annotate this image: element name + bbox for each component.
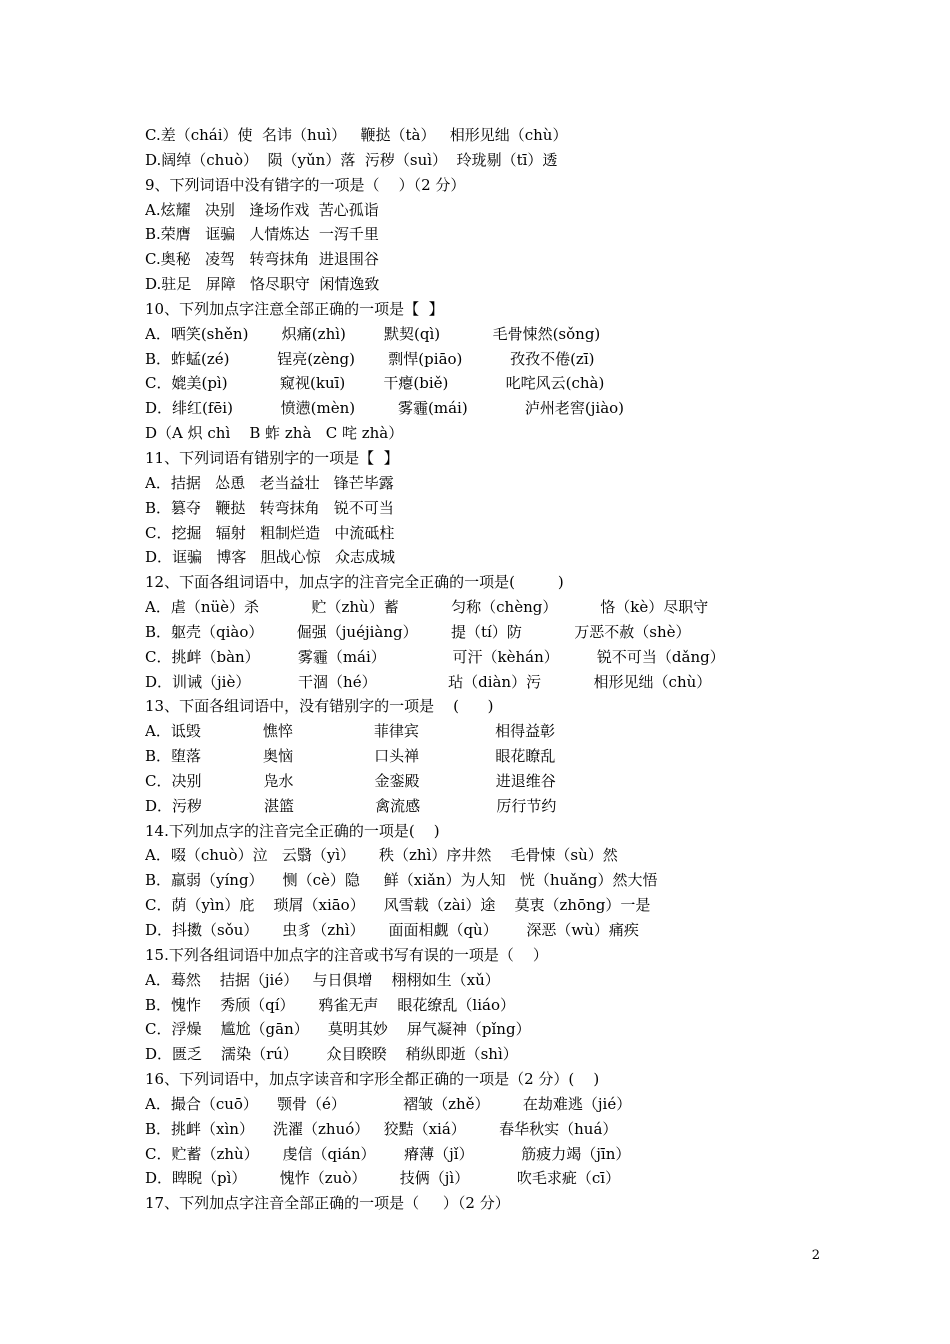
option-line: C.奥秘 凌驾 转弯抹角 进退围谷	[145, 250, 379, 269]
option-line: C．贮蓄（zhù） 虔信（qián） 瘠薄（jǐ） 筋疲力竭（jīn）	[145, 1144, 631, 1163]
option-line: C．浮燥 尴尬（gān） 莫明其妙 屏气凝神（pǐng）	[145, 1020, 531, 1039]
option-line: D．匮乏 濡染（rú） 众目睽睽 稍纵即逝（shì）	[145, 1045, 518, 1064]
exam-questions	[145, 123, 845, 1216]
option-line: B．躯壳（qiào） 倔强（juéjiàng） 提（tí）防 万恶不赦（shè）	[145, 622, 691, 641]
answer-line: D（A 炽 chì B 蚱 zhà C 咤 zhà）	[145, 424, 404, 443]
option-line: C．决别 凫水 金銮殿 进退维谷	[145, 771, 556, 790]
option-line: A．拮据 怂恿 老当益壮 锋芒毕露	[145, 473, 394, 492]
question-stem: 9、下列词语中没有错字的一项是（ ）（2 分）	[145, 175, 466, 194]
question-stem: 10、下列加点字注意全部正确的一项是【 】	[145, 299, 444, 318]
text-line: C.差（chái）使 名讳（huì） 鞭挞（tà） 相形见绌（chù）	[145, 126, 568, 144]
option-line: C．媲美(pì) 窥视(kuī) 干瘪(biě) 叱咤风云(chà)	[145, 374, 605, 393]
question-stem: 14.下列加点字的注音完全正确的一项是( )	[145, 821, 440, 840]
option-line: A．撮合（cuō） 颚骨（é） 褶皱（zhě） 在劫难逃（jié）	[145, 1094, 632, 1113]
option-line: C．挖掘 辐射 粗制烂造 中流砥柱	[145, 523, 395, 542]
option-line: A．哂笑(shěn) 炽痛(zhì) 默契(qì) 毛骨悚然(sǒng)	[145, 324, 601, 343]
option-line: D．睥睨（pì） 愧怍（zuò） 技俩（jì） 吹毛求疵（cī）	[145, 1169, 621, 1188]
option-line: C．荫（yìn）庇 琐屑（xiāo） 风雪载（zài）途 莫衷（zhōng）一是	[145, 896, 651, 915]
option-line: C．挑衅（bàn） 雾霾（mái） 可汗（kèhán） 锐不可当（dǎng）	[145, 647, 725, 666]
option-line: D．绯红(fēi) 愤懑(mèn) 雾霾(mái) 泸州老窖(jiào)	[145, 399, 625, 418]
option-line: B．篡夺 鞭挞 转弯抹角 锐不可当	[145, 498, 394, 517]
question-stem: 13、下面各组词语中，没有错别字的一项是 ( )	[145, 697, 494, 716]
option-line: A．蓦然 拮据（jié） 与日俱增 栩栩如生（xǔ）	[145, 970, 500, 989]
option-line: B．羸弱（yíng） 恻（cè）隐 鲜（xiǎn）为人知 恍（huǎng）然大悟	[145, 871, 658, 890]
option-line: B．挑衅（xìn） 洗濯（zhuó） 狡黠（xiá） 春华秋实（huá）	[145, 1119, 618, 1138]
question-stem: 12、下面各组词语中，加点字的注音完全正确的一项是( )	[145, 573, 564, 592]
question-stem: 16、下列词语中，加点字读音和字形全都正确的一项是（2 分）( )	[145, 1070, 600, 1089]
option-line: D．训诫（jiè） 干涸（hé） 玷（diàn）污 相形见绌（chù）	[145, 672, 712, 691]
page-number: 2	[811, 1248, 820, 1263]
option-line: D．污秽 湛篮 禽流感 厉行节约	[145, 796, 557, 815]
option-line: B．蚱蜢(zé) 锃亮(zèng) 剽悍(piāo) 孜孜不倦(zī)	[145, 349, 595, 368]
option-line: D．诓骗 博客 胆战心惊 众志成城	[145, 548, 395, 567]
question-stem: 15.下列各组词语中加点字的注音或书写有误的一项是（ ）	[145, 945, 548, 964]
question-stem: 17、下列加点字注音全部正确的一项是（ ）（2 分）	[145, 1194, 510, 1213]
option-line: B．堕落 奥恼 口头禅 眼花瞭乱	[145, 747, 556, 766]
option-line: D．抖擞（sǒu） 虫豸（zhì） 面面相觑（qù） 深恶（wù）痛疾	[145, 921, 639, 939]
option-line: A．虐（nüè）杀 贮（zhù）蓄 匀称（chèng） 恪（kè）尽职守	[145, 598, 709, 617]
option-line: B.荣膺 诓骗 人情炼达 一泻千里	[145, 225, 379, 244]
option-line: A．啜（chuò）泣 云翳（yì） 秩（zhì）序井然 毛骨悚（sù）然	[145, 846, 618, 865]
option-line: A.炫耀 决别 逢场作戏 苦心孤诣	[145, 200, 379, 219]
text-line: D.阔绰（chuò） 陨（yǔn）落 污秽（suì） 玲珑剔（tī）透	[145, 150, 558, 169]
option-line: A．诋毁 憔悴 菲律宾 相得益彰	[145, 722, 556, 741]
question-stem: 11、下列词语有错别字的一项是【 】	[145, 448, 399, 467]
option-line: D.驻足 屏障 恪尽职守 闲情逸致	[145, 275, 380, 294]
option-line: B．愧怍 秀颀（qí） 鸦雀无声 眼花缭乱（liáo）	[145, 995, 515, 1014]
